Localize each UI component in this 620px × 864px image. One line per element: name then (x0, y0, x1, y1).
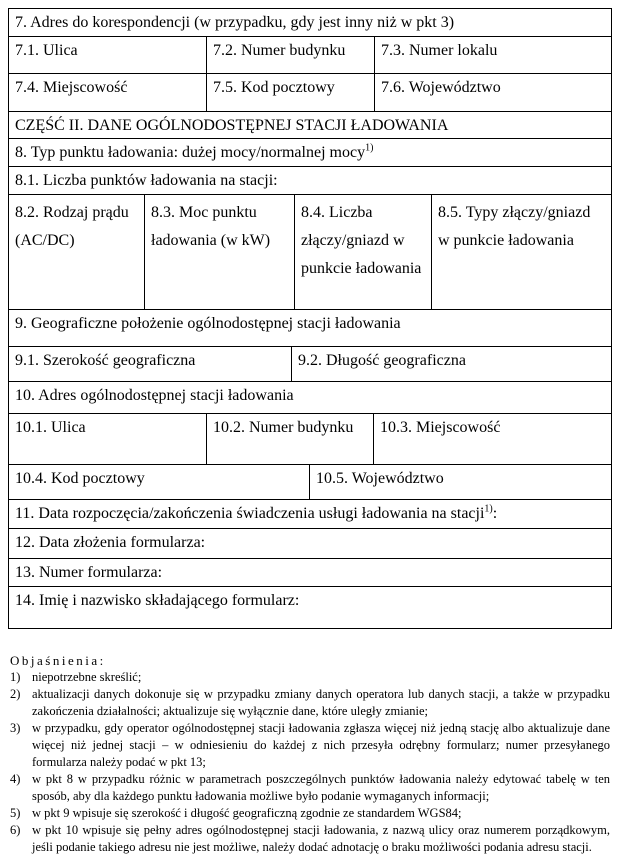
field-10-station-address: 10. Adres ogólnodostępnej stacji ładowania (15, 387, 294, 404)
row-7 (9, 9, 611, 36)
field-9-geographic-location: 9. Geograficzne położenie ogólnodostępnej stacji ładowania (15, 315, 401, 332)
field-10-2-building-number: 10.2. Numer budynku (206, 414, 373, 464)
field-9-1-latitude: 9.1. Szerokość geograficzna (15, 352, 196, 369)
field-7-correspondence-address: 7. Adres do korespondencji (w przypadku, gdy jest inny niż w pkt 3) (15, 14, 455, 31)
field-11-text: 11. Data rozpoczęcia/zakończenia świadczenia usługi ładowania na stacji (15, 505, 485, 522)
row-13 (9, 558, 611, 586)
field-14-submitter-name: 14. Imię i nazwisko składającego formularz: (15, 592, 300, 609)
field-8-3-power-kw: 8.3. Moc punktu ładowania (w kW) (144, 195, 294, 309)
footnote-1-text: niepotrzebne skreślić; (32, 670, 142, 684)
field-11-after: : (492, 505, 498, 522)
footnote-4-text: w pkt 8 w przypadku różnic w parametrach poszczególnych punktów ładowania należy edytować tabelę w ten sposób, aby dla każdego punktu ładowania możliwe było podanie wymaganych informacji; (32, 772, 610, 803)
footnote-1 (10, 669, 610, 686)
part2-section-heading: CZĘŚĆ II. DANE OGÓLNODOSTĘPNEJ STACJI ŁADOWANIA (15, 117, 449, 134)
footnotes-section (10, 652, 610, 856)
row-12 (9, 528, 611, 558)
footnotes-title: Objaśnienia: (10, 653, 106, 668)
row-7-4 (9, 73, 611, 111)
row-10-1 (9, 413, 611, 464)
field-9-2-longitude: 9.2. Długość geograficzna (291, 347, 611, 381)
row-part2-heading (9, 111, 611, 138)
field-8-5-connector-types: 8.5. Typy złączy/gniazd w punkcie ładowania (431, 195, 611, 309)
row-7-1 (9, 36, 611, 73)
footnote-6 (10, 822, 610, 856)
footnote-5-number: 5) (10, 806, 21, 820)
row-8-1 (9, 166, 611, 194)
field-7-1-street: 7.1. Ulica (15, 42, 78, 59)
footnote-4 (10, 771, 610, 805)
row-8-2 (9, 194, 611, 309)
row-9 (9, 309, 611, 346)
field-8-2-current-type: 8.2. Rodzaj prądu (AC/DC) (15, 204, 129, 249)
footnote-3-text: w przypadku, gdy operator ogólnodostępnej stacji ładowania zgłasza więcej niż jedną stację albo aktualizuje dane więcej niż jednej stacji – w odniesieniu do każdej z nich przesyła odrębny formularz; numer przesyłanego formularza należy podać w pkt 13; (32, 721, 610, 769)
field-8-1-points-count: 8.1. Liczba punktów ładowania na stacji: (15, 172, 278, 189)
field-8-footnote-ref: 1) (365, 142, 374, 154)
row-11 (9, 499, 611, 528)
field-10-3-city: 10.3. Miejscowość (373, 414, 611, 464)
field-10-5-voivodeship: 10.5. Województwo (309, 465, 611, 499)
footnote-4-number: 4) (10, 772, 21, 786)
footnote-2-number: 2) (10, 687, 21, 701)
row-10 (9, 381, 611, 413)
field-7-3-unit-number: 7.3. Numer lokalu (374, 37, 611, 73)
row-8 (9, 138, 611, 166)
row-14 (9, 586, 611, 628)
charging-station-form-table (8, 8, 612, 629)
field-10-1-street: 10.1. Ulica (15, 419, 86, 436)
footnote-1-number: 1) (10, 670, 21, 684)
field-8-text: 8. Typ punktu ładowania: dużej mocy/normalnej mocy (15, 144, 366, 161)
field-12-submission-date: 12. Data złożenia formularza: (15, 534, 206, 551)
footnote-5 (10, 805, 610, 822)
field-8-4-connectors-count: 8.4. Liczba złączy/gniazd w punkcie ładowania (294, 195, 431, 309)
footnote-3 (10, 720, 610, 771)
footnote-2-text: aktualizacji danych dokonuje się w przypadku zmiany danych operatora lub danych stacji, a także w przypadku zakończenia działalności; aktualizuje się wyłącznie dane, które uległy zmianie; (32, 687, 610, 718)
row-10-4 (9, 464, 611, 499)
footnote-5-text: w pkt 9 wpisuje się szerokość i długość geograficzną zgodnie ze standardem WGS84; (32, 806, 462, 820)
field-13-form-number: 13. Numer formularza: (15, 564, 163, 581)
field-7-5-postal-code: 7.5. Kod pocztowy (206, 74, 374, 111)
field-7-6-voivodeship: 7.6. Województwo (374, 74, 611, 111)
field-8-charging-point-type (9, 139, 611, 166)
row-9-1 (9, 346, 611, 381)
footnote-6-number: 6) (10, 823, 21, 837)
field-7-4-city: 7.4. Miejscowość (15, 79, 128, 96)
field-10-4-postal-code: 10.4. Kod pocztowy (15, 470, 145, 487)
field-11-footnote-ref: 1) (484, 503, 493, 515)
footnote-6-text: w pkt 10 wpisuje się pełny adres ogólnodostępnej stacji ładowania, z nazwą ulicy oraz numerem porządkowym, jeśli podanie takiego adresu nie jest możliwe, należy dodać adnotację o braku możliwości podania adresu stacji. (32, 823, 610, 854)
field-11-service-dates (9, 500, 611, 528)
field-7-2-building-number: 7.2. Numer budynku (206, 37, 374, 73)
footnote-3-number: 3) (10, 721, 21, 735)
footnote-2 (10, 686, 610, 720)
